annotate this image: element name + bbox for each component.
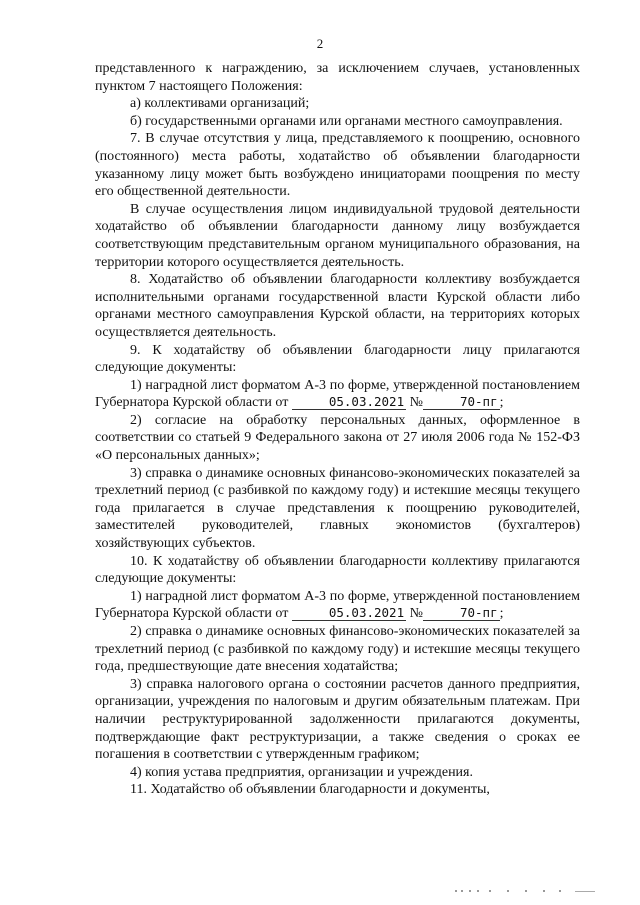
clause-9-item-2: 2) согласие на обработку персональных данных, оформленное в соответствии со статьей 9 Федерального закона от 27 июля 2006 года № 152-ФЗ «О персональных данных»;	[95, 412, 580, 464]
document-body	[95, 60, 580, 799]
item-end: ;	[499, 395, 504, 411]
number-field: 70-пг	[423, 606, 500, 621]
paragraph-continuation: представленного к награждению, за исключением случаев, установленных пунктом 7 настоящего Положения:	[95, 61, 580, 94]
list-item-a: а) коллективами организаций;	[130, 96, 310, 112]
scan-artifact-marks	[455, 888, 605, 896]
date-field: 05.03.2021	[292, 606, 406, 621]
clause-8: 8. Ходатайство об объявлении благодарности коллективу возбуждается исполнительными органами государственной власти Курской области либо органами местного самоуправления Курской области, на территориях которых осуществляется деятельность.	[95, 272, 580, 340]
list-item-b: б) государственными органами или органами местного самоуправления.	[130, 113, 563, 129]
clause-10-item-1	[95, 588, 580, 623]
number-field: 70-пг	[423, 395, 500, 410]
clause-9-item-1	[95, 377, 580, 412]
item-text: 1) наградной лист форматом А-3 по форме, утвержденной постановлением Губернатора Курской области от	[95, 377, 580, 411]
number-prefix: №	[409, 395, 423, 411]
clause-10-item-4: 4) копия устава предприятия, организации и учреждения.	[130, 764, 473, 780]
clause-9: 9. К ходатайству об объявлении благодарности лицу прилагаются следующие документы:	[95, 342, 580, 376]
page-number: 2	[316, 36, 324, 51]
clause-9-item-3: 3) справка о динамике основных финансово-экономических показателей за трехлетний период (с разбивкой по каждому году) и истекшие месяцы текущего года прилагается в случае представления к поощрению руководителей, заместителей руководителей, главных экономистов (бухгалтеров) хозяйствующих субъектов.	[95, 465, 580, 552]
item-end: ;	[499, 606, 504, 622]
number-prefix: №	[409, 606, 423, 622]
date-field: 05.03.2021	[292, 395, 406, 410]
clause-10: 10. К ходатайству об объявлении благодарности коллективу прилагаются следующие документы:	[95, 553, 580, 587]
clause-11: 11. Ходатайство об объявлении благодарности и документы,	[130, 782, 490, 798]
clause-7-paragraph-2: В случае осуществления лицом индивидуальной трудовой деятельности ходатайство об объявлении благодарности данному лицу возбуждается соответствующим представительным органом муниципального образования, на территории которого осуществляется деятельность.	[95, 201, 580, 270]
clause-7: 7. В случае отсутствия у лица, представляемого к поощрению, основного (постоянного) места работы, ходатайство об объявлении благодарности указанному лицу может быть возбуждено инициаторами поощрения по месту его общественной деятельности.	[95, 131, 580, 200]
clause-10-item-3: 3) справка налогового органа о состоянии расчетов данного предприятия, организации, учреждения по налоговым и другим обязательным платежам. При наличии реструктурированной задолженности прилагаются документы, подтверждающие факт реструктуризации, а также сведения о сроках ее погашения в соответствии с утвержденным графиком;	[95, 676, 580, 763]
item-text: 1) наградной лист форматом А-3 по форме, утвержденной постановлением Губернатора Курской области от	[95, 588, 580, 622]
clause-10-item-2: 2) справка о динамике основных финансово-экономических показателей за трехлетний период (с разбивкой по каждому году) и истекшие месяцы текущего года, предшествующие дате внесения ходатайства;	[95, 624, 580, 675]
